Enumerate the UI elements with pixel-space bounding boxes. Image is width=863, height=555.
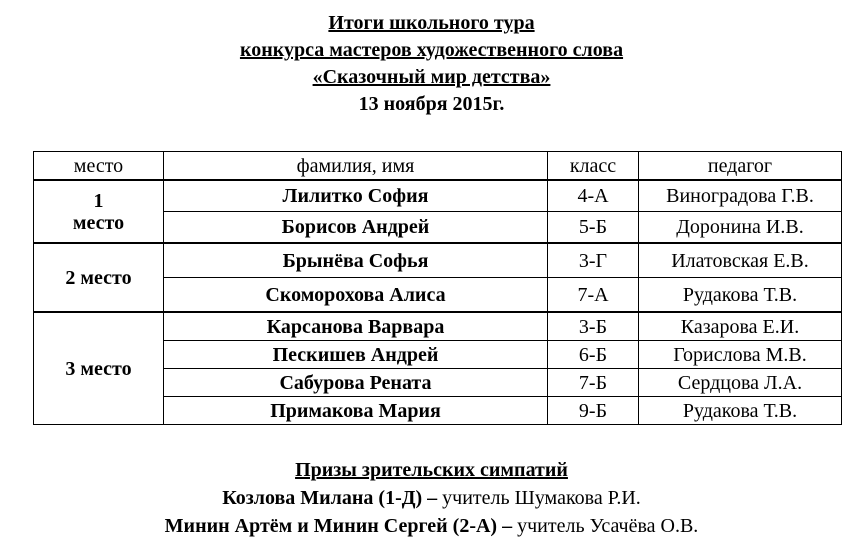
- column-header-teacher: педагог: [639, 152, 842, 181]
- participant-teacher: Виноградова Г.В.: [639, 180, 842, 212]
- participant-teacher: Казарова Е.И.: [639, 312, 842, 341]
- participant-class: 7-А: [548, 278, 639, 313]
- title-line-2: конкурса мастеров художественного слова: [239, 39, 624, 61]
- participant-name: Пескишев Андрей: [164, 341, 548, 369]
- results-table: [33, 151, 842, 425]
- place-word: место: [72, 211, 125, 234]
- participant-name: Брынёва Софья: [164, 243, 548, 278]
- prize-separator: –: [422, 487, 443, 509]
- table-header-row: [34, 152, 842, 181]
- participant-class: 3-Б: [548, 312, 639, 341]
- table-row: [34, 312, 842, 341]
- participant-name: Карсанова Варвара: [164, 312, 548, 341]
- participant-teacher: Рудакова Т.В.: [639, 278, 842, 313]
- participant-class: 9-Б: [548, 397, 639, 425]
- participant-teacher: Рудакова Т.В.: [639, 397, 842, 425]
- document-header: [0, 10, 863, 118]
- participant-class: 4-А: [548, 180, 639, 212]
- participant-teacher: Доронина И.В.: [639, 212, 842, 244]
- prize-winner: Минин Артём и Минин Сергей (2-А): [164, 515, 498, 537]
- event-date: 13 ноября 2015г.: [358, 93, 505, 115]
- prize-line-1: [0, 484, 863, 512]
- place-cell-3: 3 место: [34, 312, 164, 425]
- participant-name: Лилитко София: [164, 180, 548, 212]
- table-row: [34, 243, 842, 278]
- prizes-title: Призы зрительских симпатий: [295, 459, 568, 481]
- participant-class: 6-Б: [548, 341, 639, 369]
- participant-name: Борисов Андрей: [164, 212, 548, 244]
- prize-teacher: учитель Шумакова Р.И.: [442, 487, 641, 509]
- place-cell-2: 2 место: [34, 243, 164, 312]
- participant-name: Сабурова Рената: [164, 369, 548, 397]
- title-line-1: Итоги школьного тура: [328, 12, 535, 34]
- column-header-class: класс: [548, 152, 639, 181]
- participant-teacher: Сердцова Л.А.: [639, 369, 842, 397]
- column-header-place: место: [34, 152, 164, 181]
- participant-teacher: Горислова М.В.: [639, 341, 842, 369]
- participant-class: 7-Б: [548, 369, 639, 397]
- prize-separator: –: [497, 515, 518, 537]
- participant-name: Скоморохова Алиса: [164, 278, 548, 313]
- participant-name: Примакова Мария: [164, 397, 548, 425]
- place-number: 1: [93, 189, 104, 212]
- column-header-name: фамилия, имя: [164, 152, 548, 181]
- prize-teacher: учитель Усачёва О.В.: [517, 515, 699, 537]
- table-row: [34, 180, 842, 212]
- participant-class: 5-Б: [548, 212, 639, 244]
- participant-class: 3-Г: [548, 243, 639, 278]
- place-cell-1: [34, 180, 164, 243]
- audience-prizes: [0, 456, 863, 540]
- prize-line-2: [0, 512, 863, 540]
- participant-teacher: Илатовская Е.В.: [639, 243, 842, 278]
- prize-winner: Козлова Милана (1-Д): [222, 487, 423, 509]
- title-line-3: «Сказочный мир детства»: [312, 66, 551, 88]
